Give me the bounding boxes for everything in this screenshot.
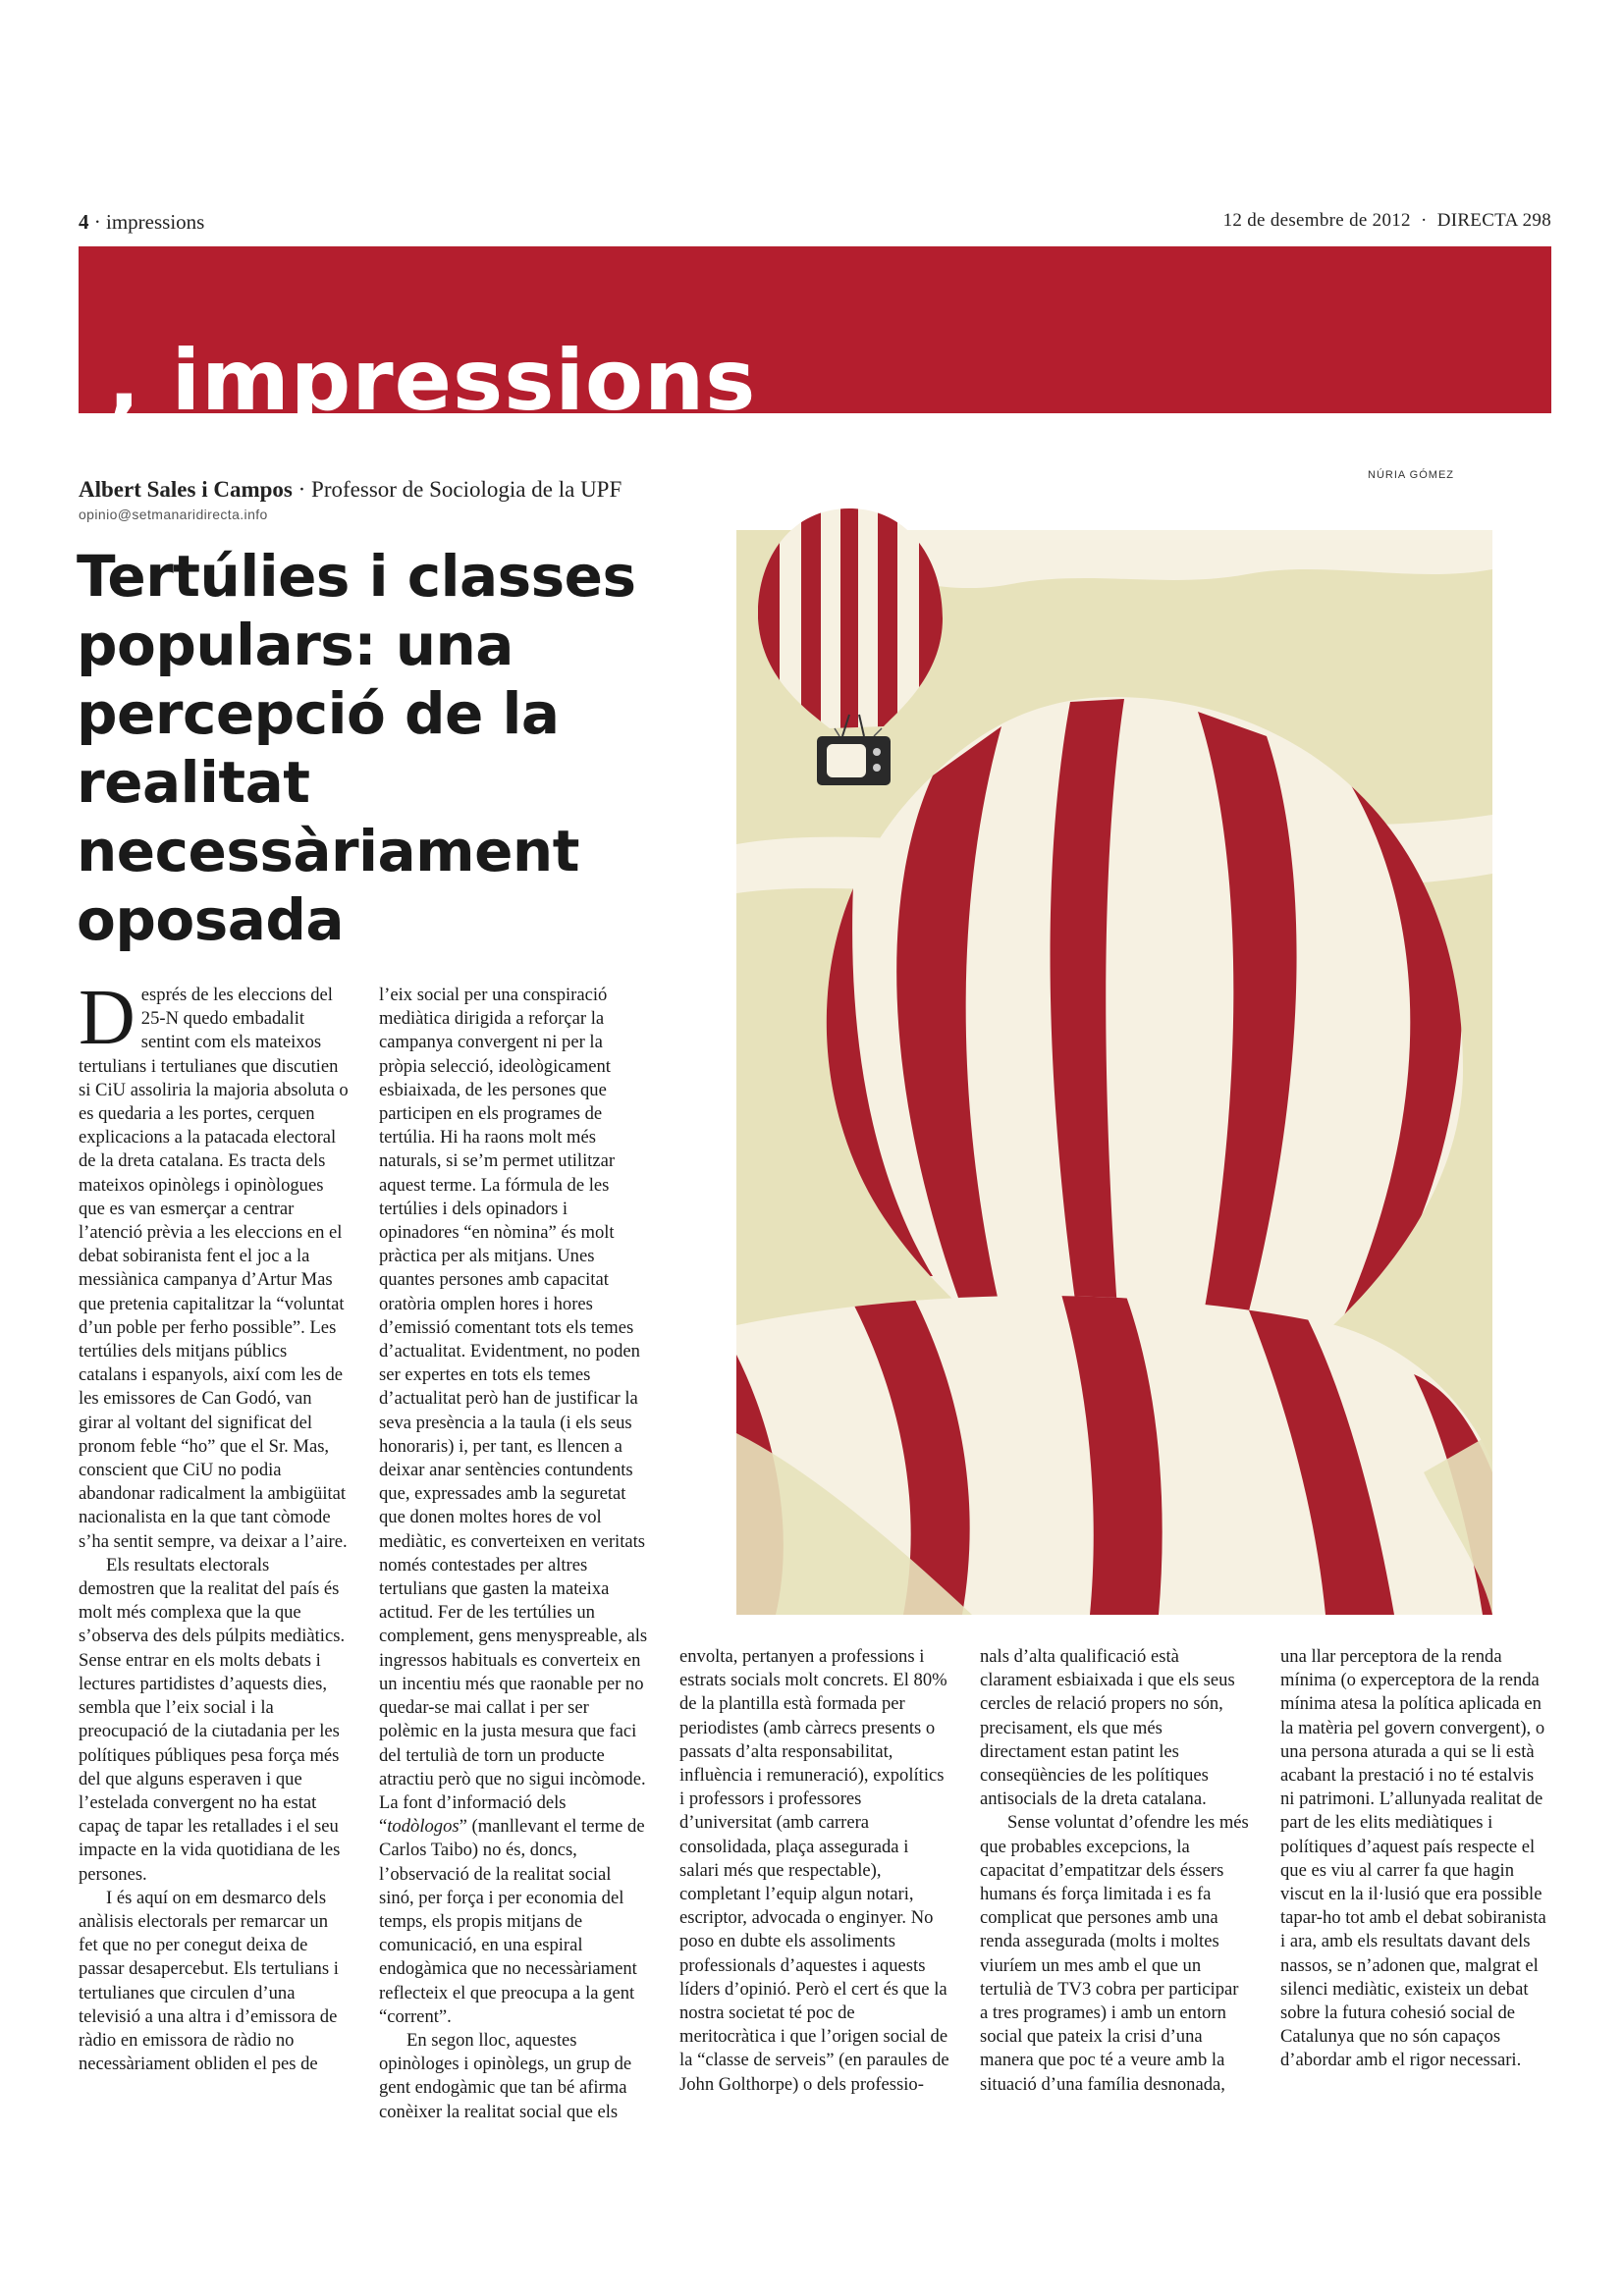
- italic-term: todòlogos: [387, 1816, 460, 1838]
- section-name: impressions: [106, 210, 205, 234]
- page-header: [79, 210, 1551, 240]
- banner-title: , impressions: [108, 332, 757, 430]
- article-headline: Tertúlies i classes populars: una percepció de la realitat necessàriament oposada: [77, 543, 636, 953]
- paragraph: envolta, pertanyen a professions i estrats socials molt concrets. El 80% de la plantilla està formada per periodistes (amb càrrecs presents o passats d’alta responsabilitat, influència i remuneració), expolítics i professors i professores d’universitat (amb carrera consolidada, plaça assegurada i salari més que respectable), completant l’equip algun notari, escriptor, advocada o enginyer. No poso en dubte els assoliments professionals d’aquestes i aquests líders d’opinió. Però el cert és que la nostra societat té poc de meritocràtica i que l’origen social de la “classe de serveis” (en paraules de John Golthorpe) o dels professio-: [679, 1646, 949, 2095]
- header-right: 12 de desembre de 2012 · DIRECTA 298: [1222, 210, 1551, 231]
- author-role: Professor de Sociologia de la UPF: [311, 477, 622, 502]
- paragraph: I és aquí on em desmarco dels anàlisis electorals per remarcar un fet que no per conegut deixa de passar desapercebut. Els tertulians i tertulianes que circulen d’una televisió a una altra i d’emissora de ràdio en emissora de ràdio no necessàriament obliden el pes de: [79, 1887, 339, 2075]
- paragraph: Sense voluntat d’ofendre les més que probables excepcions, la capacitat d’empatitzar dels éssers humans és força limitada i es fa complicat que persones amb una renda assegurada (molts i moltes viuríem un mes amb el que un tertulià de TV3 cobra per participar a tres programes) i amb un entorn social que pateix la crisi d’una manera que poc té a veure amb la situació d’una família desnonada,: [980, 1812, 1249, 2095]
- paragraph: nals d’alta qualificació està clarament esbiaixada i que els seus cercles de relació propers no són, precisament, els que més directament estan patint les conseqüències de les polítiques antisocials de la dreta catalana.: [980, 1646, 1235, 1810]
- balloon-illustration: [736, 491, 1492, 1615]
- issue-date: 12 de desembre de 2012: [1222, 210, 1411, 231]
- paragraph-text: l’eix social per una conspiració mediàtica dirigida a reforçar la campanya convergent ni per la pròpia selecció, ideològicament esbiaixada, de les persones que participen en els programes de tertúlia. Hi ha raons molt més naturals, si se’m permet utilitzar aquest terme. La fórmula de les tertúlies i dels opinadors i opinadores “en nòmina” és molt pràctica per als mitjans. Unes quantes persones amb capacitat oratòria omplen hores i hores d’emissió comentant tots els temes d’actualitat. Evidentment, no poden ser expertes en tots els temes d’actualitat però han de justificar la seva presència a la taula (i els seus honoraris) i, per tant, es llencen a deixar anar sentències contundents que, expressades amb la seguretat que donen moltes hores de vol mediàtic, es converteixen en veritats només contestades per altres tertulians que gasten la mateixa actitud. Fer de les tertúlies un complement, gens menyspreable, als ingressos habituals es converteix en un incentiu més que raonable per no quedar-se mai callat i per ser polèmic en la justa mesura que faci del tertulià de torn un producte atractiu però que no sigui incòmode. La font d’informació dels “: [379, 985, 648, 1838]
- image-credit: NÚRIA GÓMEZ: [1368, 469, 1455, 481]
- header-left: [79, 210, 204, 235]
- paragraph: una llar perceptora de la renda mínima (o experceptora de la renda mínima atesa la política aplicada en la matèria pel govern convergent), o una persona aturada a qui se li està acabant la prestació i no té estalvis ni patrimoni. L’allunyada realitat de part de les elits mediàtiques i polítiques d’aquest país respecte el que es viu al carrer fa que hagin viscut en la il·lusió que era possible tapar-ho tot amb el debat sobiranista i ara, amb els resultats davant dels nassos, se n’adonen que, malgrat el silenci mediàtic, existeix un debat sobre la futura cohesió social de Catalunya que no són capaços d’abordar amb el rigor necessari.: [1280, 1646, 1546, 2071]
- article-column-1: [79, 975, 350, 2076]
- article-column-2: [379, 984, 650, 2124]
- publication-name: DIRECTA 298: [1436, 210, 1551, 231]
- header-separator: ·: [93, 210, 101, 234]
- page-number: 4: [79, 210, 89, 234]
- paragraph: Els resultats electorals demostren que la realitat del país és molt més complexa que la que s’observa des dels púlpits mediàtics. Sense entrar en els molts debats i lectures partidistes d’aquests dies, sembla que l’eix social i la preocupació de la ciutadania per les polítiques públiques pesa força més del que alguns esperaven i que l’estelada convergent no ha estat capaç de tapar les retallades i el seu impacte en la vida quotidiana de les persones.: [79, 1554, 346, 1885]
- author-name: Albert Sales i Campos: [79, 477, 293, 502]
- paragraph-text: ” (manllevant el terme de Carlos Taibo) no és, doncs, l’observació de la realitat social sinó, per força i per economia del temps, els propis mitjans de comunicació, en una espiral endogàmica que no necessàriament reflecteix el que preocupa a la gent “corrent”.: [379, 1816, 645, 2027]
- paragraph: En segon lloc, aquestes opinòloges i opinòlegs, un grup de gent endogàmic que tan bé afirma conèixer la realitat social que els: [379, 2029, 632, 2122]
- drop-cap: D: [79, 975, 135, 1061]
- author-email: opinio@setmanaridirecta.info: [79, 507, 268, 522]
- paragraph: [379, 984, 650, 2029]
- byline: Albert Sales i Campos · Professor de Sociologia de la UPF: [79, 477, 622, 502]
- paragraph: [79, 975, 350, 1554]
- article-column-5: [1280, 1645, 1551, 2073]
- article-column-3: [679, 1645, 950, 2097]
- paragraph-text: esprés de les eleccions del 25-N quedo embadalit sentint com els mateixos tertulians i tertulianes que discutien si CiU assoliria la majoria absoluta o es quedaria a les portes, cerquen explicacions a la patacada electoral de la dreta catalana. Es tracta dels mateixos opinòlegs i opinòlogues que es van esmerçar a centrar l’atenció prèvia a les eleccions en el debat sobiranista fent el joc a la messiànica campanya d’Artur Mas que pretenia capitalitzar la “voluntat d’un poble per ferho possible”. Les tertúlies dels mitjans públics catalans i espanyols, així com les de les emissores de Can Godó, van girar al voltant del significat del pronom feble “ho” que el Sr. Mas, conscient que CiU no podia abandonar radicalment la ambigüitat nacionalista en la que tant còmode s’ha sentit sempre, va deixar a l’aire.: [79, 985, 349, 1552]
- article-column-4: [980, 1645, 1251, 2097]
